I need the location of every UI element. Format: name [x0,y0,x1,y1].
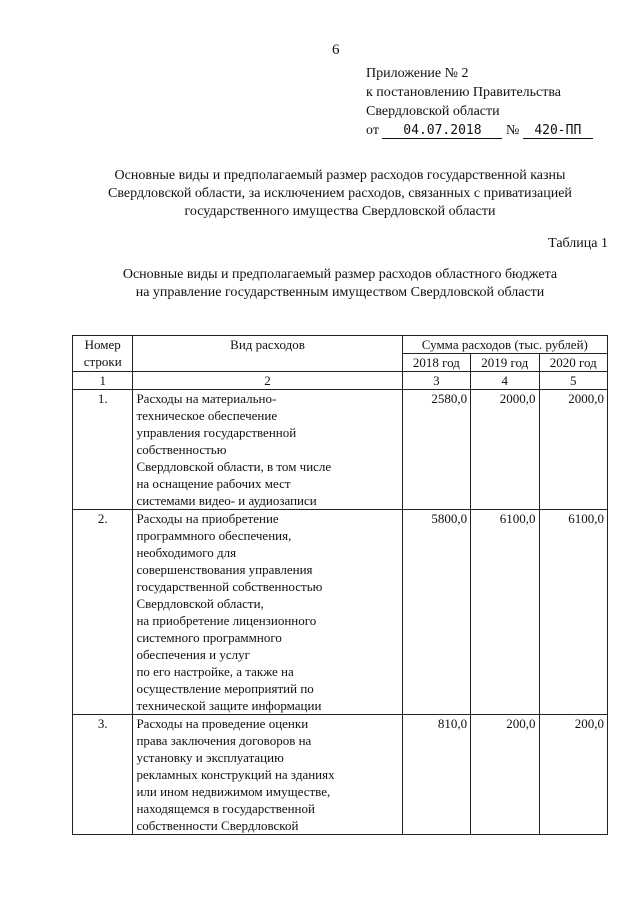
column-index: 5 [539,372,607,390]
expense-kind-line: государственной собственностью [136,579,323,594]
expense-kind-line: на оснащение рабочих мест [136,476,291,491]
expenses-table [72,335,608,835]
expense-kind-line: рекламных конструкций на зданиях [136,767,335,782]
expense-kind-line: собственности Свердловской [136,818,299,833]
expense-kind [133,390,402,510]
column-index: 2 [133,372,402,390]
table-title-line: Основные виды и предполагаемый размер расходов областного бюджета [122,267,558,282]
expense-kind-line: на приобретение лицензионного [136,613,317,628]
expense-amount: 810,0 [402,715,470,835]
table-title [60,266,620,302]
expense-kind-line: технической защите информации [136,698,322,713]
expense-kind-line: или ином недвижимом имуществе, [136,784,331,799]
expense-amount: 6100,0 [539,510,607,715]
expense-kind-line: по его настройке, а также на [136,664,294,679]
expense-kind-line: права заключения договоров на [136,733,312,748]
expense-amount: 5800,0 [402,510,470,715]
table-row [73,510,608,715]
expense-amount: 2580,0 [402,390,470,510]
header-row-number: Номер строки [73,336,133,372]
expense-kind-line: обеспечения и услуг [136,647,250,662]
expense-kind-line: Расходы на материально- [136,391,277,406]
expense-kind-line: совершенствования управления [136,562,313,577]
column-index: 3 [402,372,470,390]
row-number: 3. [73,715,133,835]
expense-kind [133,715,402,835]
appendix-line: Свердловской области [366,104,500,119]
title-line: Свердловской области, за исключением расходов, связанных с приватизацией [108,186,572,201]
resolution-number: 420-ПП [523,123,593,139]
header-amount: Сумма расходов (тыс. рублей) [402,336,607,354]
expense-kind-line: Расходы на проведение оценки [136,716,309,731]
row-number: 1. [73,390,133,510]
from-label: от [366,123,379,138]
appendix-line: Приложение № 2 [366,66,469,81]
expense-amount: 2000,0 [471,390,539,510]
expense-kind-line: Свердловской области, [136,596,264,611]
header-year: 2018 год [402,354,470,372]
header-year: 2019 год [471,354,539,372]
appendix-line: к постановлению Правительства [366,85,562,100]
table-body [73,390,608,835]
expense-kind-line: системами видео- и аудиозаписи [136,493,317,508]
expense-kind-line: программного обеспечения, [136,528,292,543]
expense-kind-line: осуществление мероприятий по [136,681,314,696]
column-index: 1 [73,372,133,390]
title-line: Основные виды и предполагаемый размер расходов государственной казны [114,168,566,183]
column-index: 4 [471,372,539,390]
expense-kind-line: необходимого для [136,545,237,560]
document-title [60,167,620,221]
table-row [73,715,608,835]
expense-kind-line: техническое обеспечение [136,408,278,423]
table-title-line: на управление государственным имуществом Свердловской области [135,285,545,300]
expense-kind-line: Свердловской области, в том числе [136,459,332,474]
expense-kind-line: установку и эксплуатацию [136,750,284,765]
header-kind: Вид расходов [133,336,402,372]
expense-amount: 200,0 [539,715,607,835]
expense-kind-line: находящемся в государственной [136,801,315,816]
expense-kind-line: Расходы на приобретение [136,511,279,526]
resolution-date-line [366,121,593,140]
appendix-block [366,64,593,140]
page-number: 6 [332,42,340,58]
expense-kind-line: собственностью [136,442,227,457]
table-label: Таблица 1 [548,236,608,251]
table-row [73,390,608,510]
expense-amount: 2000,0 [539,390,607,510]
expense-amount: 200,0 [471,715,539,835]
expense-kind-line: системного программного [136,630,282,645]
column-index-row [73,372,608,390]
number-label: № [505,123,520,138]
row-number: 2. [73,510,133,715]
resolution-date: 04.07.2018 [382,123,502,139]
expense-kind [133,510,402,715]
expense-kind-line: управления государственной [136,425,297,440]
header-year: 2020 год [539,354,607,372]
expense-amount: 6100,0 [471,510,539,715]
title-line: государственного имущества Свердловской области [184,204,496,219]
